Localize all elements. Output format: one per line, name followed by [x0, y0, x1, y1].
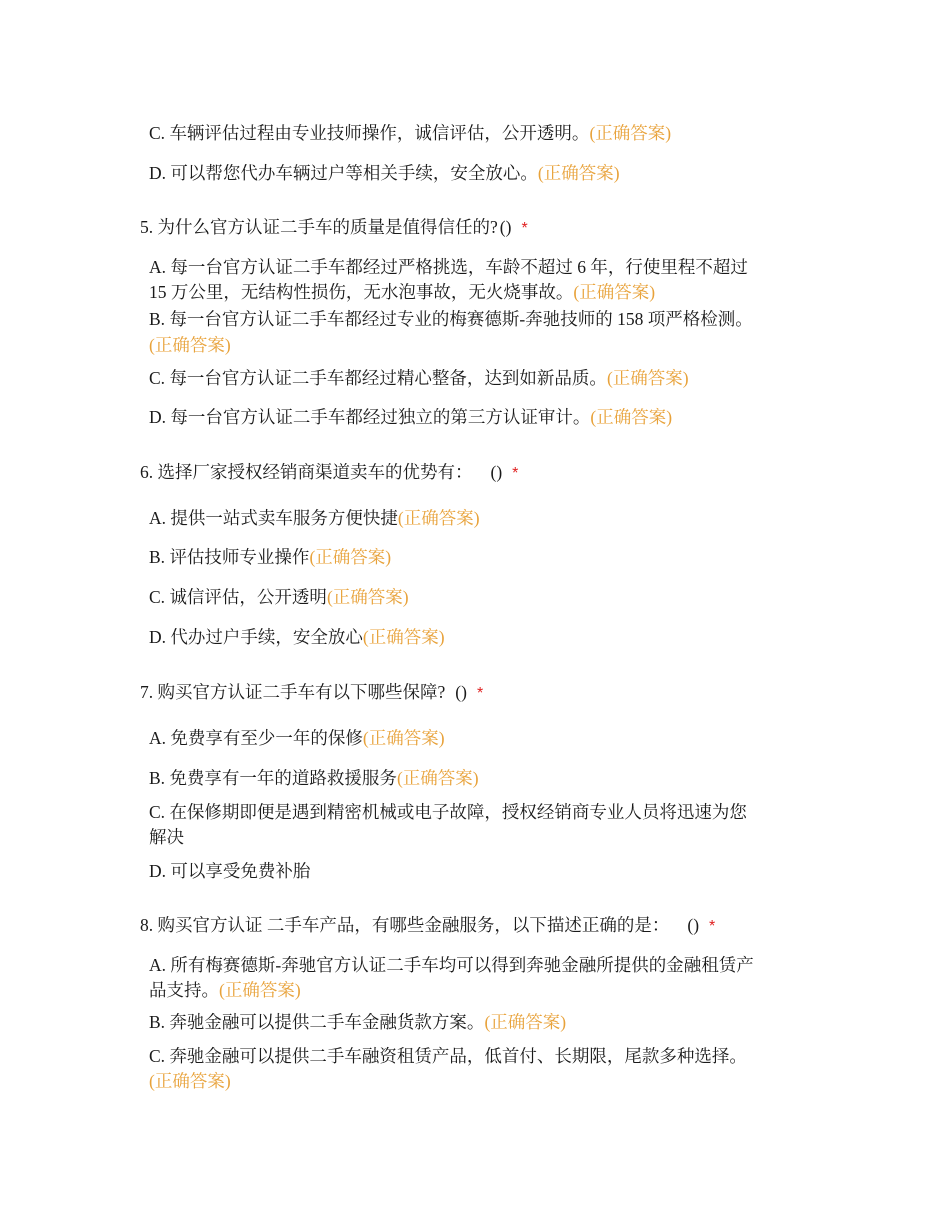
option-text: 代办过户手续，安全放心 [170, 627, 363, 647]
option-q5-b [149, 307, 753, 331]
question-text: 选择厂家授权经销商渠道卖车的优势有： [157, 462, 473, 482]
option-letter: D. [149, 163, 167, 183]
correct-answer-tag: (正确答案) [606, 368, 689, 388]
option-q4-c [149, 121, 671, 145]
option-text: 所有梅赛德斯-奔驰官方认证二手车均可以得到奔驰金融所提供的金融租赁产 [170, 955, 754, 975]
required-asterisk-icon: * [521, 220, 528, 237]
option-text: 每一台官方认证二手车都经过精心整备，达到如新品质。 [169, 368, 607, 388]
question-5 [140, 215, 528, 241]
correct-answer-tag: (正确答案) [589, 123, 672, 143]
required-asterisk-icon: * [709, 918, 716, 935]
option-q8-c [149, 1044, 747, 1068]
option-letter: C. [149, 123, 166, 143]
option-q6-d [149, 625, 445, 649]
option-letter: D. [149, 407, 167, 427]
answer-blank: () [490, 462, 503, 482]
option-letter: B. [149, 768, 166, 788]
option-text: 每一台官方认证二手车都经过独立的第三方认证审计。 [170, 407, 591, 427]
option-q7-a [149, 726, 445, 750]
required-asterisk-icon: * [476, 685, 484, 702]
correct-answer-tag: (正确答案) [590, 407, 673, 427]
option-letter: C. [149, 802, 166, 822]
correct-answer-tag: (正确答案) [573, 282, 656, 302]
option-text: 品支持。 [149, 980, 219, 1000]
option-q7-b [149, 766, 479, 790]
option-text: 车辆评估过程由专业技师操作，诚信评估，公开透明。 [169, 123, 590, 143]
option-q7-c [149, 800, 747, 824]
option-q8-a [149, 953, 754, 977]
option-text: 在保修期即便是遇到精密机械或电子故障，授权经销商专业人员将迅速为您 [169, 802, 747, 822]
question-7 [140, 680, 483, 706]
option-q5-c [149, 366, 689, 390]
option-q5-b-cont [149, 333, 231, 357]
correct-answer-tag: (正确答案) [362, 728, 445, 748]
option-text: 奔驰金融可以提供二手车金融货款方案。 [169, 1012, 485, 1032]
correct-answer-tag: (正确答案) [484, 1012, 567, 1032]
option-text: 奔驰金融可以提供二手车融资租赁产品，低首付、长期限，尾款多种选择。 [169, 1046, 747, 1066]
option-q8-b [149, 1010, 566, 1034]
option-letter: B. [149, 1012, 166, 1032]
option-text: 评估技师专业操作 [169, 547, 310, 567]
option-text: 15 万公里，无结构性损伤，无水泡事故，无火烧事故。 [149, 282, 574, 302]
correct-answer-tag: (正确答案) [396, 768, 479, 788]
correct-answer-tag: (正确答案) [362, 627, 445, 647]
correct-answer-tag: (正确答案) [326, 587, 409, 607]
option-q8-c-cont [149, 1069, 231, 1093]
option-letter: A. [149, 955, 167, 975]
option-q5-a-cont [149, 280, 655, 304]
option-text: 提供一站式卖车服务方便快捷 [170, 508, 398, 528]
correct-answer-tag: (正确答案) [149, 1071, 231, 1091]
option-q7-d [149, 859, 310, 883]
required-asterisk-icon: * [512, 465, 519, 482]
correct-answer-tag: (正确答案) [397, 508, 480, 528]
option-text: 每一台官方认证二手车都经过严格挑选，车龄不超过 6 年，行使里程不超过 [170, 257, 748, 277]
question-8 [140, 913, 715, 939]
option-text: 诚信评估，公开透明 [169, 587, 327, 607]
option-q6-b [149, 545, 391, 569]
answer-blank: () [687, 915, 700, 935]
option-q6-c [149, 585, 409, 609]
option-text: 可以帮您代办车辆过户等相关手续，安全放心。 [170, 163, 538, 183]
option-text: 免费享有一年的道路救援服务 [169, 768, 397, 788]
option-letter: A. [149, 728, 167, 748]
answer-blank: () [499, 217, 512, 237]
option-letter: D. [149, 627, 167, 647]
option-q6-a [149, 506, 480, 530]
question-number: 5. [140, 217, 154, 237]
question-number: 7. [140, 682, 154, 702]
option-letter: A. [149, 257, 167, 277]
option-q8-a-cont [149, 978, 301, 1002]
option-letter: C. [149, 368, 166, 388]
question-text: 购买官方认证二手车有以下哪些保障? [157, 682, 446, 702]
question-text: 购买官方认证 二手车产品，有哪些金融服务，以下描述正确的是： [157, 915, 670, 935]
question-text: 为什么官方认证二手车的质量是值得信任的? [157, 217, 498, 237]
option-letter: D. [149, 861, 167, 881]
question-number: 8. [140, 915, 154, 935]
correct-answer-tag: (正确答案) [219, 980, 301, 1000]
correct-answer-tag: (正确答案) [309, 547, 392, 567]
option-q5-a [149, 255, 748, 279]
answer-blank: () [455, 682, 467, 702]
option-letter: A. [149, 508, 167, 528]
option-letter: C. [149, 587, 166, 607]
option-q4-d [149, 161, 620, 185]
option-text: 每一台官方认证二手车都经过专业的梅赛德斯-奔驰技师的 158 项严格检测。 [169, 309, 753, 329]
option-q7-c-cont [149, 825, 184, 849]
option-text: 解决 [149, 827, 184, 847]
option-q5-d [149, 405, 672, 429]
option-letter: B. [149, 309, 166, 329]
option-letter: C. [149, 1046, 166, 1066]
option-text: 免费享有至少一年的保修 [170, 728, 363, 748]
question-number: 6. [140, 462, 154, 482]
option-letter: B. [149, 547, 166, 567]
option-text: 可以享受免费补胎 [170, 861, 311, 881]
question-6 [140, 460, 518, 486]
correct-answer-tag: (正确答案) [149, 335, 231, 355]
correct-answer-tag: (正确答案) [537, 163, 620, 183]
